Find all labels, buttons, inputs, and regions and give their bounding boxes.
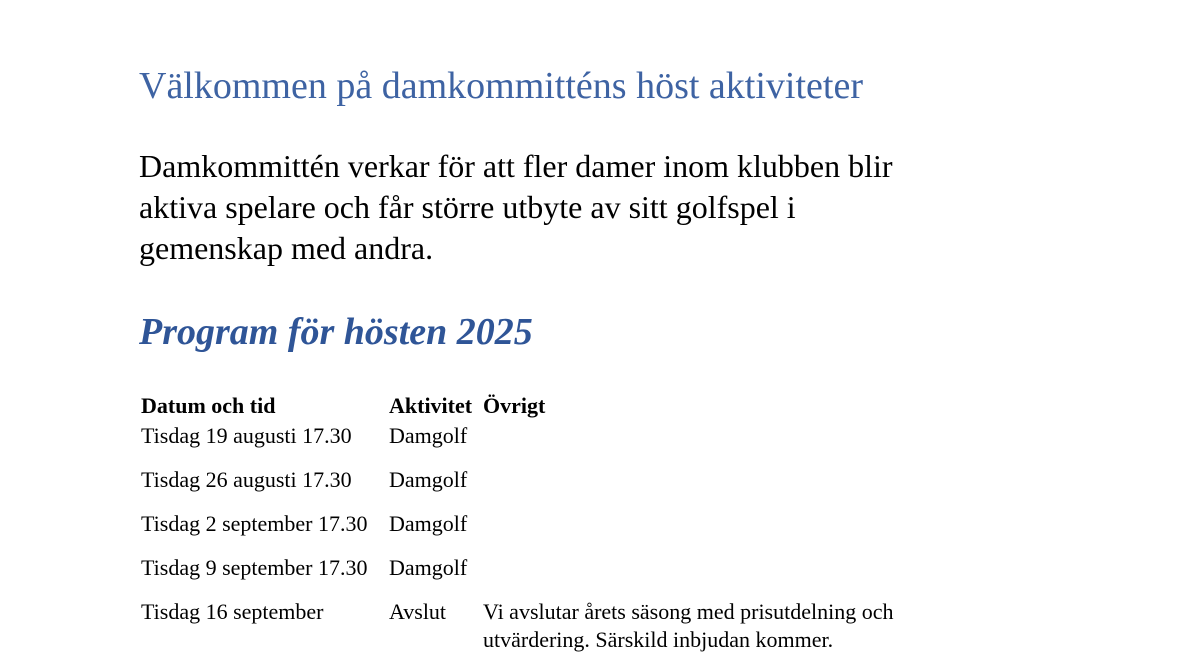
date-cell: Tisdag 19 augusti 17.30 bbox=[141, 423, 352, 448]
activity-cell: Damgolf bbox=[389, 555, 468, 580]
date-cell: Tisdag 9 september 17.30 bbox=[141, 555, 368, 580]
intro-line: aktiva spelare och får större utbyte av sitt golfspel i bbox=[139, 189, 796, 225]
activity-cell: Damgolf bbox=[389, 467, 468, 492]
table-row bbox=[141, 422, 1001, 450]
activity-cell: Damgolf bbox=[389, 423, 468, 448]
table-row bbox=[141, 598, 1001, 654]
table-row bbox=[141, 466, 1001, 494]
column-header-activity: Aktivitet bbox=[389, 393, 473, 418]
activity-cell: Damgolf bbox=[389, 511, 468, 536]
activity-cell: Avslut bbox=[389, 599, 447, 624]
page-title: Välkommen på damkommitténs höst aktiviteter bbox=[139, 65, 863, 107]
date-cell: Tisdag 16 september bbox=[141, 599, 324, 624]
date-cell: Tisdag 2 september 17.30 bbox=[141, 511, 368, 536]
notes-line: Vi avslutar årets säsong med prisutdelning och bbox=[483, 599, 894, 624]
table-row bbox=[141, 554, 1001, 582]
intro-line: gemenskap med andra. bbox=[139, 230, 434, 266]
program-table bbox=[141, 392, 1001, 654]
notes-cell bbox=[483, 598, 1001, 654]
intro-line: Damkommittén verkar för att fler damer inom klubben blir bbox=[139, 148, 893, 184]
table-header-row bbox=[141, 392, 1001, 421]
intro-paragraph bbox=[139, 146, 999, 269]
program-title: Program för hösten 2025 bbox=[139, 311, 533, 353]
column-header-notes: Övrigt bbox=[483, 393, 546, 418]
notes-line: utvärdering. Särskild inbjudan kommer. bbox=[483, 627, 834, 652]
date-cell: Tisdag 26 augusti 17.30 bbox=[141, 467, 352, 492]
column-header-date: Datum och tid bbox=[141, 393, 276, 418]
table-row bbox=[141, 510, 1001, 538]
